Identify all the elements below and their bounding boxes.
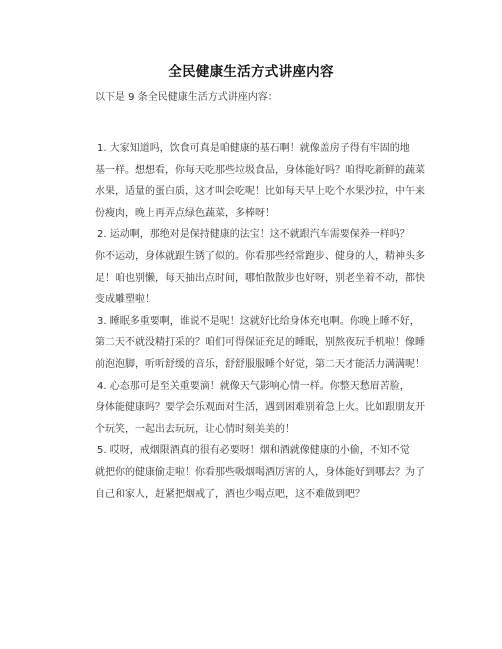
paragraph-line: 4. 心态那可是至关重要滴！就像天气影响心情一样。你整天愁眉苦脸， (97, 380, 410, 392)
document-intro: 以下是 9 条全民健康生活方式讲座内容： (95, 92, 278, 103)
paragraph-line: 份瘦肉，晚上再弄点绿色蔬菜，多棒呀！ (95, 207, 275, 219)
paragraph-3 (95, 311, 425, 376)
paragraph-line: 个玩笑，一起出去玩玩，让心情时刻美美的！ (95, 423, 295, 435)
paragraph-line: 足！咱也别懒，每天抽出点时间，哪怕散散步也好呀，别老坐着不动，都快 (95, 272, 425, 284)
paragraph-line: 前泡泡脚，听听舒缓的音乐，舒舒服服睡个好觉，第二天才能活力满满呢！ (95, 358, 425, 370)
paragraph-5 (95, 440, 425, 505)
paragraph-line: 3. 睡眠多重要啊，谁说不是呢！这就好比给身体充电啊。你晚上睡不好， (97, 315, 420, 327)
document-body (95, 138, 425, 505)
paragraph-line: 第二天不就没精打采的？咱们可得保证充足的睡眠，别熬夜玩手机啦！像睡 (95, 337, 425, 349)
paragraph-1 (95, 138, 425, 224)
document-title: 全民健康生活方式讲座内容 (168, 64, 334, 80)
paragraph-line: 身体能健康吗？要学会乐观面对生活，遇到困难别着急上火。比如跟朋友开 (95, 402, 425, 414)
paragraph-line: 你不运动，身体就跟生锈了似的。你看那些经常跑步、健身的人，精神头多 (95, 250, 425, 262)
paragraph-line: 自己和家人，赶紧把烟戒了，酒也少喝点吧，这不难做到吧？ (95, 488, 365, 500)
paragraph-line: 5. 哎呀，戒烟限酒真的很有必要呀！烟和酒就像健康的小偷，不知不觉 (97, 445, 410, 457)
paragraph-line: 基一样。想想看，你每天吃那些垃圾食品，身体能好吗？咱得吃新鲜的蔬菜 (95, 164, 425, 176)
paragraph-4 (95, 376, 425, 441)
paragraph-line: 就把你的健康偷走啦！你看那些吸烟喝酒厉害的人，身体能好到哪去？为了 (95, 466, 425, 478)
paragraph-line: 水果，适量的蛋白质，这才叫会吃呢！比如每天早上吃个水果沙拉，中午来 (95, 186, 425, 198)
paragraph-line: 1. 大家知道吗，饮食可真是咱健康的基石啊！就像盖房子得有牢固的地 (97, 143, 410, 154)
paragraph-line: 2. 运动啊，那绝对是保持健康的法宝！这不就跟汽车需要保养一样吗？ (97, 229, 410, 241)
paragraph-line: 变成雕塑啦！ (95, 294, 155, 306)
paragraph-2 (95, 224, 425, 310)
